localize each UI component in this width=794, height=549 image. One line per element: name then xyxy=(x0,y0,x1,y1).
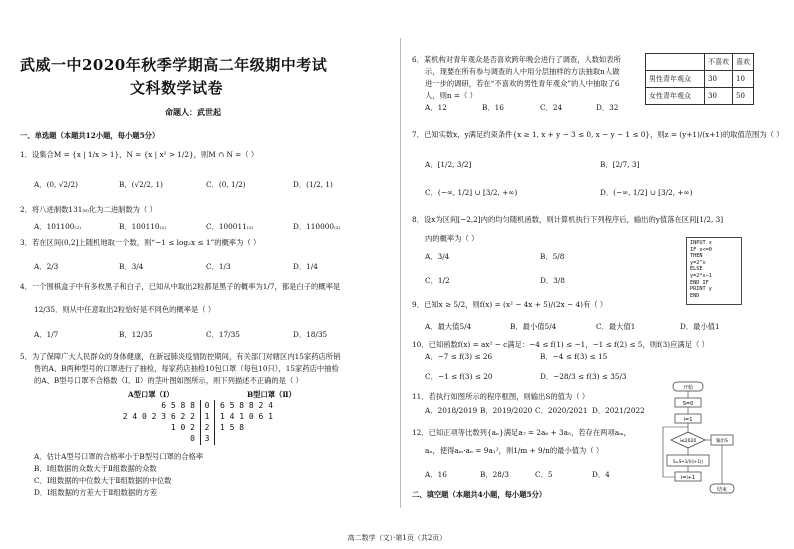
leaf-left-row-0: 6 5 8 8 xyxy=(161,401,195,410)
leaf-left-row-2: 1 0 2 xyxy=(170,423,195,432)
question-4-line-1: 4．一个围棋盒子中有多枚黑子和白子，已知从中取出2粒都是黑子的概率为1/7，都是白子的概率是 xyxy=(20,282,341,291)
q10-option-b[interactable]: B．−4 ≤ f(3) ≤ 15 xyxy=(540,352,608,361)
q2-option-d[interactable]: D．110000₍₂₎ xyxy=(293,222,341,231)
q3-option-a[interactable]: A．2/3 xyxy=(34,262,59,271)
question-6-line-1: 6．某机构对青年观众是否喜欢跨年晚会进行了调查，人数如表所 xyxy=(412,55,621,64)
q12-option-b[interactable]: B．28/3 xyxy=(480,470,510,479)
leaf-right-row-2: 1 5 8 xyxy=(220,423,245,432)
flow-condition-text: i≤2020 xyxy=(679,439,697,444)
q6-option-c[interactable]: C．24 xyxy=(540,103,563,112)
stem-row-0: 0 xyxy=(204,401,210,410)
q1-option-a[interactable]: A．(0, √2/2) xyxy=(34,180,78,189)
exam-title: 武威一中2020年秋季学期高二年级期中考试 xyxy=(20,56,328,74)
th-dislike: 不喜欢 xyxy=(705,54,733,71)
q6-option-d[interactable]: D．32 xyxy=(596,103,619,112)
prog-line-4: ELSE xyxy=(690,266,703,273)
stem-row-2: 2 xyxy=(204,423,210,432)
q11-option-b[interactable]: B．2019/2020 xyxy=(480,406,533,415)
q12-option-a[interactable]: A．16 xyxy=(425,470,447,479)
q4-option-d[interactable]: D．18/35 xyxy=(293,330,328,339)
question-12-line-2: aₙ，使得aₘ·aₙ = 9a₁²，则1/m + 9/n的最小值为（ ） xyxy=(425,446,604,455)
flow-end-text: 结束 xyxy=(716,487,728,493)
q8-option-b[interactable]: B．5/8 xyxy=(540,252,565,261)
q9-option-c[interactable]: C．最大值1 xyxy=(596,322,636,331)
flow-update-s-text: S=S+1/(i(i+1)) xyxy=(672,459,704,464)
male-like: 10 xyxy=(733,71,754,88)
question-11: 11．若执行如图所示的程序框图，则输出S的值为（ ） xyxy=(412,392,590,401)
female-dislike: 30 xyxy=(705,88,733,105)
question-3: 3．若在区间(0,2]上随机地取一个数，则“−1 ≤ log₂x ≤ 1”的概率为（ ） xyxy=(20,238,261,247)
section-heading-1: 一、单选题（本题共12小题，每小题5分） xyxy=(20,131,160,140)
question-4-line-2: 12/35．则从中任意取出2粒恰好是不同色的概率是（ ） xyxy=(34,305,216,314)
leaf-left-row-1: 2 4 0 2 3 6 2 2 xyxy=(122,412,195,421)
q2-option-a[interactable]: A．101100₍₂₎ xyxy=(34,222,81,231)
q8-option-a[interactable]: A．3/4 xyxy=(425,252,450,261)
preference-table xyxy=(645,53,754,105)
question-5-line-2: 售的A、B两种型号的口罩进行了抽检，每家药店抽检10包口罩（每包10只），15家药店中抽检 xyxy=(34,364,339,373)
leaf-left-row-3: 0 xyxy=(190,434,195,443)
stem-row-3: 3 xyxy=(204,434,210,443)
q7-option-b[interactable]: B．[2/7, 3] xyxy=(600,160,640,169)
program-box xyxy=(686,237,742,305)
question-7: 7．已知实数x，y满足约束条件{x ≥ 1, x + y − 3 ≤ 0, x − y − 1 ≤ 0}，则z = (y+1)/(x+1)的取值范围为（ ） xyxy=(412,130,784,139)
q1-option-b[interactable]: B．(√2/2, 1) xyxy=(119,180,164,189)
author: 命题人：武世起 xyxy=(165,107,221,117)
q9-option-b[interactable]: B．最小值5/4 xyxy=(510,322,557,331)
row-female: 女性青年观众 xyxy=(646,88,705,105)
flowchart xyxy=(655,380,735,495)
question-9: 9．已知x ≥ 5/2，则f(x) = (x² − 4x + 5)/(2x − 4)有（ ） xyxy=(412,300,608,309)
stem-leaf-label-a: A型口罩（Ⅰ） xyxy=(128,390,174,399)
prog-line-6: END IF xyxy=(690,279,709,286)
leaf-right-row-1: 1 4 1 0 6 1 xyxy=(220,412,273,421)
female-like: 50 xyxy=(733,88,754,105)
q11-option-d[interactable]: D．2021/2022 xyxy=(592,406,645,415)
question-6-line-3: 进一步的调研，若在“不喜欢的男性青年观众”的人中抽取了6 xyxy=(425,79,620,88)
question-10: 10．已知函数f(x) = ax² − c满足：−4 ≤ f(1) ≤ −1，−1 ≤ f(2) ≤ 5，则f(3)应满足（ ） xyxy=(412,340,709,349)
exam-subtitle: 文科数学试卷 xyxy=(130,79,224,97)
q10-option-d[interactable]: D．−28/3 ≤ f(3) ≤ 35/3 xyxy=(540,372,627,381)
leaf-right-row-0: 6 5 8 8 2 4 xyxy=(220,401,273,410)
q12-option-d[interactable]: D．4 xyxy=(592,470,610,479)
question-8-line-2: 内的概率为（ ） xyxy=(425,234,479,243)
column-separator xyxy=(400,38,401,508)
question-1: 1．设集合M = {x | 1/x > 1}，N = {x | x² > 1/2}，则M ∩ N =（ ） xyxy=(20,150,259,159)
q3-option-d[interactable]: D．1/4 xyxy=(293,262,318,271)
q2-option-c[interactable]: C．100011₍₂₎ xyxy=(206,222,254,231)
flow-start-text: 开始 xyxy=(682,385,694,391)
q9-option-a[interactable]: A．最大值5/4 xyxy=(425,322,472,331)
q5-option-a[interactable]: A．估计A型号口罩的合格率小于B型号口罩的合格率 xyxy=(34,452,204,461)
flow-output-text: 输出S xyxy=(716,439,728,444)
question-6-line-2: 示，现要在所有参与调查的人中用分层抽样的方法抽取n人做 xyxy=(425,67,620,76)
prog-line-5: y=2*x−1 xyxy=(690,272,712,279)
q4-option-a[interactable]: A．1/7 xyxy=(34,330,59,339)
q7-option-d[interactable]: D．(−∞, 1/2] ∪ [3/2, +∞) xyxy=(600,188,693,197)
q9-option-d[interactable]: D．最小值1 xyxy=(680,322,720,331)
flow-init-s-text: S=0 xyxy=(682,401,694,407)
stem-leaf-label-b: B型口罩（Ⅱ） xyxy=(247,390,296,399)
row-male: 男性青年观众 xyxy=(646,71,705,88)
q10-option-c[interactable]: C．−1 ≤ f(3) ≤ 20 xyxy=(425,372,493,381)
q11-option-c[interactable]: C．2020/2021 xyxy=(535,406,588,415)
q6-option-b[interactable]: B．16 xyxy=(482,103,504,112)
q1-option-c[interactable]: C．(0, 1/2) xyxy=(206,180,246,189)
stem-row-1: 1 xyxy=(204,412,210,421)
stem-divider-left xyxy=(200,400,201,445)
prog-line-1: IF x<=0 xyxy=(690,246,712,253)
q5-option-c[interactable]: C．Ⅰ组数据的中位数大于Ⅱ组数据的中位数 xyxy=(34,476,172,485)
question-2: 2．将八进制数131₍₈₎化为二进制数为（ ） xyxy=(20,205,157,214)
male-dislike: 30 xyxy=(705,71,733,88)
th-like: 喜欢 xyxy=(733,54,754,71)
q8-option-c[interactable]: C．1/2 xyxy=(425,276,450,285)
q1-option-d[interactable]: D．(1/2, 1) xyxy=(293,180,333,189)
q5-option-b[interactable]: B．Ⅰ组数据的众数大于Ⅱ组数据的众数 xyxy=(34,464,157,473)
q7-option-c[interactable]: C．(−∞, 1/2] ∪ [3/2, +∞) xyxy=(425,188,518,197)
q8-option-d[interactable]: D．3/8 xyxy=(540,276,565,285)
q4-option-c[interactable]: C．17/35 xyxy=(206,330,240,339)
question-5-line-1: 5．为了保障广大人民群众的身体健康，在新冠肺炎疫情防控期间，有关部门对辖区内15家药店所销 xyxy=(20,352,341,361)
flow-update-i-text: i=i+1 xyxy=(680,475,696,481)
q5-option-d[interactable]: D．Ⅰ组数据的方差大于Ⅱ组数据的方差 xyxy=(34,488,158,497)
question-6-line-4: 人，则n =（ ） xyxy=(425,91,477,100)
prog-line-7: PRINT y xyxy=(690,286,712,293)
q4-option-b[interactable]: B．12/35 xyxy=(119,330,153,339)
flow-init-i-text: i=1 xyxy=(683,417,693,423)
q7-option-a[interactable]: A．[1/2, 3/2] xyxy=(425,160,472,169)
q12-option-c[interactable]: C．5 xyxy=(535,470,553,479)
prog-line-2: THEN xyxy=(690,253,703,260)
page-footer: 高二数学（文）·第1页（共2页） xyxy=(347,534,447,542)
q11-option-a[interactable]: A．2018/2019 xyxy=(425,406,478,415)
q6-option-a[interactable]: A．12 xyxy=(425,103,447,112)
question-8-line-1: 8．设x为区间[−2,2]内的均匀随机函数，则计算机执行下列程序后，输出的y值落在区间[1/2, 3] xyxy=(412,215,724,224)
prog-line-3: y=2^x xyxy=(690,259,706,266)
prog-line-8: END xyxy=(690,292,700,299)
stem-divider-right xyxy=(214,400,215,445)
question-12-line-1: 12．已知正项等比数列{aₙ}满足a₇ = 2a₆ + 3a₅，若存在两项aₘ， xyxy=(412,428,631,437)
q2-option-b[interactable]: B．100110₍₂₎ xyxy=(119,222,167,231)
q3-option-c[interactable]: C．1/3 xyxy=(206,262,231,271)
section-heading-2: 二、填空题（本题共4小题，每小题5分） xyxy=(412,490,547,499)
prog-line-0: INPUT x xyxy=(690,240,712,246)
question-5-line-3: 的A、B型号口罩不合格数（Ⅰ、Ⅱ）的茎叶图如图所示，则下列描述不正确的是（ ） xyxy=(34,376,303,385)
q3-option-b[interactable]: B．3/4 xyxy=(119,262,144,271)
q10-option-a[interactable]: A．−7 ≤ f(3) ≤ 26 xyxy=(425,352,493,361)
